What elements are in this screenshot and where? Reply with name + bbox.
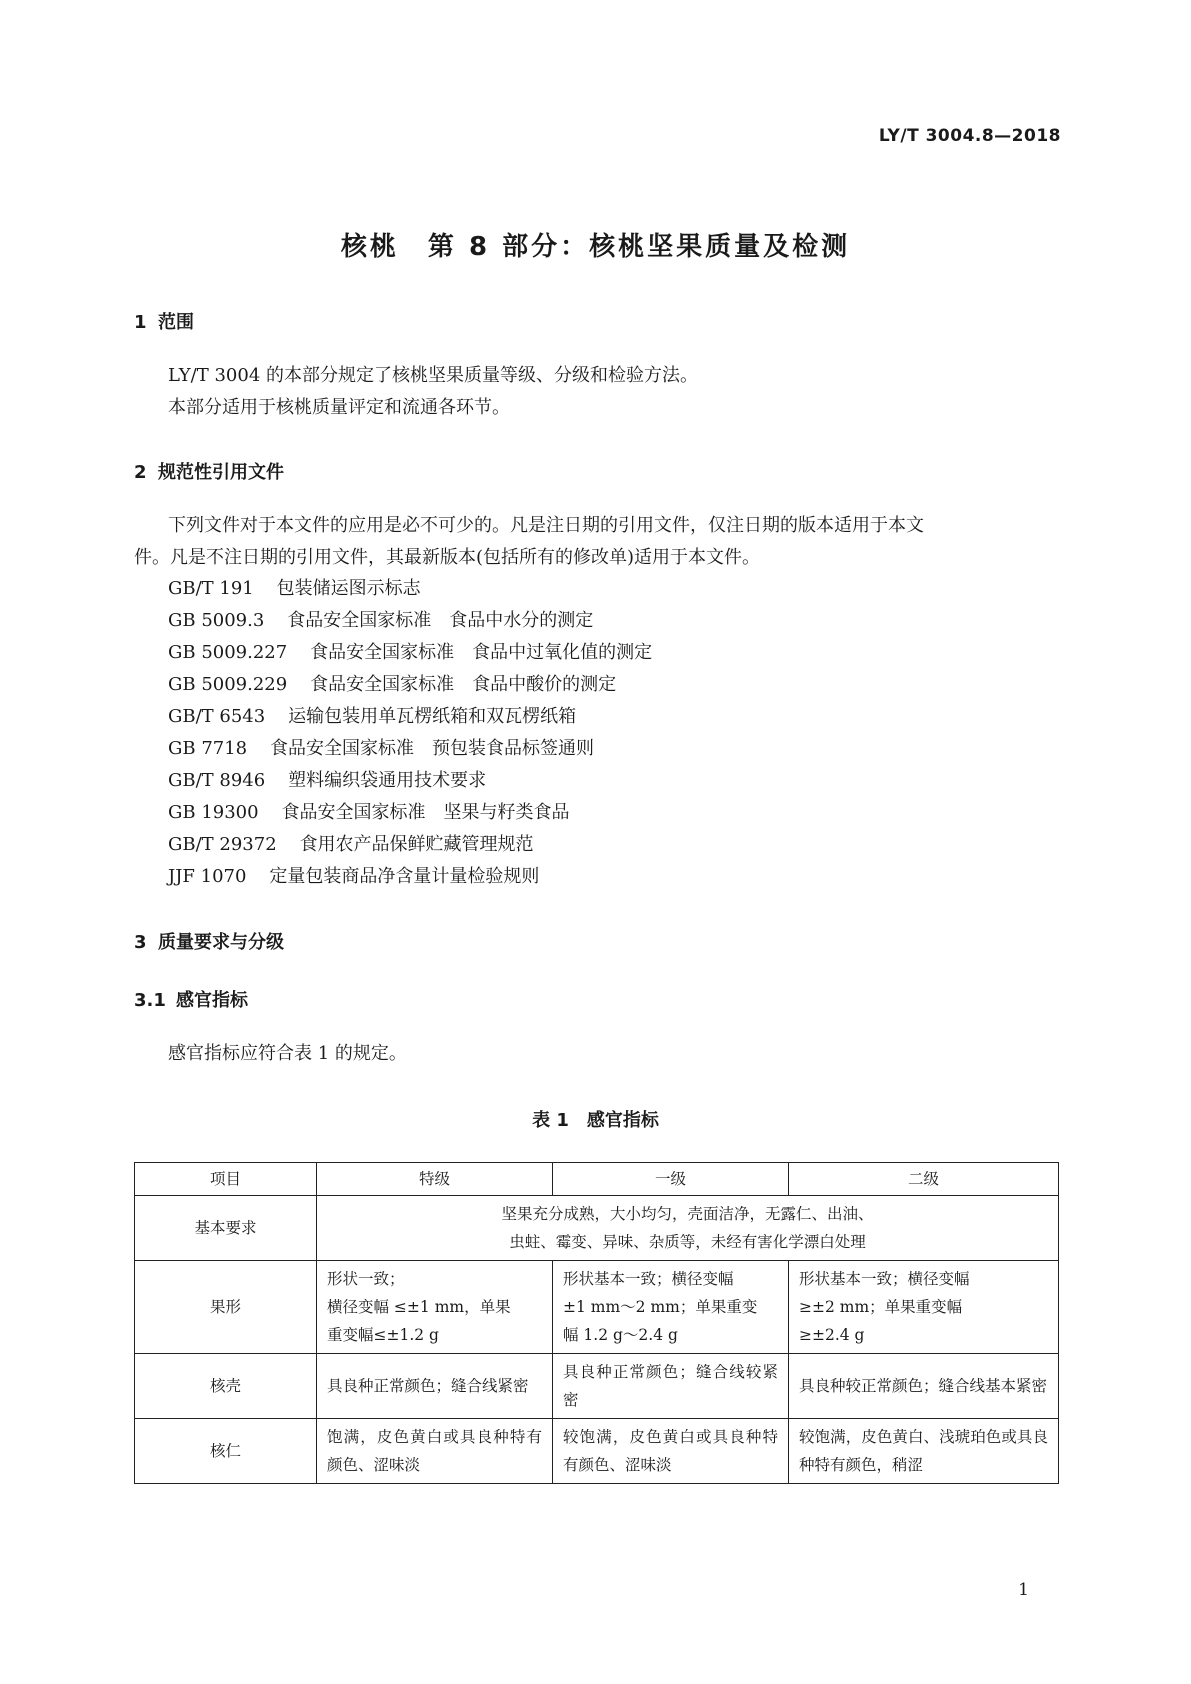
cell-line: 形状基本一致；横径变幅 — [563, 1270, 734, 1288]
section-number: 1 — [134, 312, 147, 333]
cell-line: 虫蛀、霉变、异味、杂质等，未经有害化学漂白处理 — [509, 1233, 866, 1251]
cell-line: ≥±2 mm；单果重变幅 — [799, 1298, 963, 1316]
reference-item — [168, 862, 539, 888]
basic-requirement-cell — [317, 1196, 1059, 1261]
table-row — [135, 1354, 1059, 1419]
section-title: 感官指标 — [176, 990, 248, 1011]
table-row — [135, 1261, 1059, 1354]
grade-special-cell: 具良种正常颜色；缝合线紧密 — [317, 1354, 553, 1419]
cell-line: 坚果充分成熟，大小均匀，壳面洁净，无露仁、出油、 — [501, 1205, 874, 1223]
cell-line: ±1 mm～2 mm；单果重变 — [563, 1298, 758, 1316]
cell-line: ≥±2.4 g — [799, 1326, 865, 1344]
reference-item — [168, 638, 652, 664]
reference-code: JJF 1070 — [168, 866, 247, 887]
document-title: 核桃 第 8 部分：核桃坚果质量及检测 — [340, 232, 851, 262]
grade-second-cell: 较饱满，皮色黄白、浅琥珀色或具良种特有颜色，稍涩 — [789, 1419, 1059, 1484]
cell-line: 形状一致； — [327, 1270, 405, 1288]
grade-first-cell: 具良种正常颜色；缝合线较紧密 — [553, 1354, 789, 1419]
reference-code: GB/T 191 — [168, 578, 254, 599]
column-header: 二级 — [789, 1163, 1059, 1196]
row-label: 核壳 — [135, 1354, 317, 1419]
reference-title: 食品安全国家标准 食品中水分的测定 — [287, 610, 594, 631]
row-label: 核仁 — [135, 1419, 317, 1484]
column-header: 一级 — [553, 1163, 789, 1196]
reference-item — [168, 606, 593, 632]
reference-item — [168, 766, 486, 792]
grade-second-cell — [789, 1261, 1059, 1354]
section-title: 质量要求与分级 — [158, 932, 284, 953]
section-1-heading — [134, 308, 194, 334]
cell-line: 幅 1.2 g～2.4 g — [563, 1326, 678, 1344]
paragraph: 件。凡是不注日期的引用文件，其最新版本(包括所有的修改单)适用于本文件。 — [134, 547, 761, 568]
column-header: 特级 — [317, 1163, 553, 1196]
reference-code: GB/T 8946 — [168, 770, 266, 791]
reference-title: 食品安全国家标准 食品中过氧化值的测定 — [310, 642, 653, 663]
cell-line: 重变幅≤±1.2 g — [327, 1326, 439, 1344]
table-caption: 表 1 感官指标 — [532, 1110, 659, 1131]
reference-code: GB/T 6543 — [168, 706, 266, 727]
grade-special-cell: 饱满，皮色黄白或具良种特有颜色、涩味淡 — [317, 1419, 553, 1484]
reference-item — [168, 830, 534, 856]
paragraph: 本部分适用于核桃质量评定和流通各环节。 — [168, 397, 510, 418]
column-header: 项目 — [135, 1163, 317, 1196]
reference-title: 食品安全国家标准 食品中酸价的测定 — [310, 674, 617, 695]
reference-title: 定量包装商品净含量计量检验规则 — [269, 866, 540, 887]
reference-code: GB 19300 — [168, 802, 259, 823]
paragraph: 感官指标应符合表 1 的规定。 — [168, 1043, 407, 1064]
section-number: 3.1 — [134, 990, 166, 1011]
reference-title: 运输包装用单瓦楞纸箱和双瓦楞纸箱 — [288, 706, 577, 727]
row-label: 基本要求 — [135, 1196, 317, 1261]
grade-first-cell: 较饱满，皮色黄白或具良种特有颜色、涩味淡 — [553, 1419, 789, 1484]
section-number: 3 — [134, 932, 147, 953]
reference-code: GB 7718 — [168, 738, 248, 759]
section-number: 2 — [134, 462, 147, 483]
reference-code: GB/T 29372 — [168, 834, 277, 855]
reference-code: GB 5009.3 — [168, 610, 265, 631]
table-row — [135, 1196, 1059, 1261]
table-row — [135, 1419, 1059, 1484]
standard-code: LY/T 3004.8—2018 — [878, 126, 1061, 146]
reference-title: 塑料编织袋通用技术要求 — [288, 770, 487, 791]
paragraph: LY/T 3004 的本部分规定了核桃坚果质量等级、分级和检验方法。 — [168, 365, 699, 386]
reference-item — [168, 798, 569, 824]
reference-item — [168, 734, 594, 760]
paragraph: 下列文件对于本文件的应用是必不可少的。凡是注日期的引用文件，仅注日期的版本适用于本文 — [168, 515, 924, 536]
reference-title: 食品安全国家标准 坚果与籽类食品 — [281, 802, 570, 823]
reference-item — [168, 574, 421, 600]
reference-item — [168, 702, 576, 728]
reference-title: 包装储运图示标志 — [276, 578, 421, 599]
section-2-heading — [134, 458, 284, 484]
reference-title: 食品安全国家标准 预包装食品标签通则 — [270, 738, 595, 759]
cell-line: 形状基本一致；横径变幅 — [799, 1270, 970, 1288]
section-3-heading — [134, 928, 284, 954]
cell-line: 横径变幅 ≤±1 mm，单果 — [327, 1298, 511, 1316]
reference-title: 食用农产品保鲜贮藏管理规范 — [299, 834, 534, 855]
sensory-index-table — [134, 1162, 1059, 1484]
reference-code: GB 5009.229 — [168, 674, 288, 695]
reference-item — [168, 670, 616, 696]
grade-second-cell: 具良种较正常颜色；缝合线基本紧密 — [789, 1354, 1059, 1419]
section-3-1-heading — [134, 986, 248, 1012]
section-title: 范围 — [158, 312, 194, 333]
reference-code: GB 5009.227 — [168, 642, 288, 663]
row-label: 果形 — [135, 1261, 317, 1354]
page-number: 1 — [1018, 1580, 1029, 1600]
grade-special-cell — [317, 1261, 553, 1354]
section-title: 规范性引用文件 — [158, 462, 284, 483]
grade-first-cell — [553, 1261, 789, 1354]
table-header-row — [135, 1163, 1059, 1196]
